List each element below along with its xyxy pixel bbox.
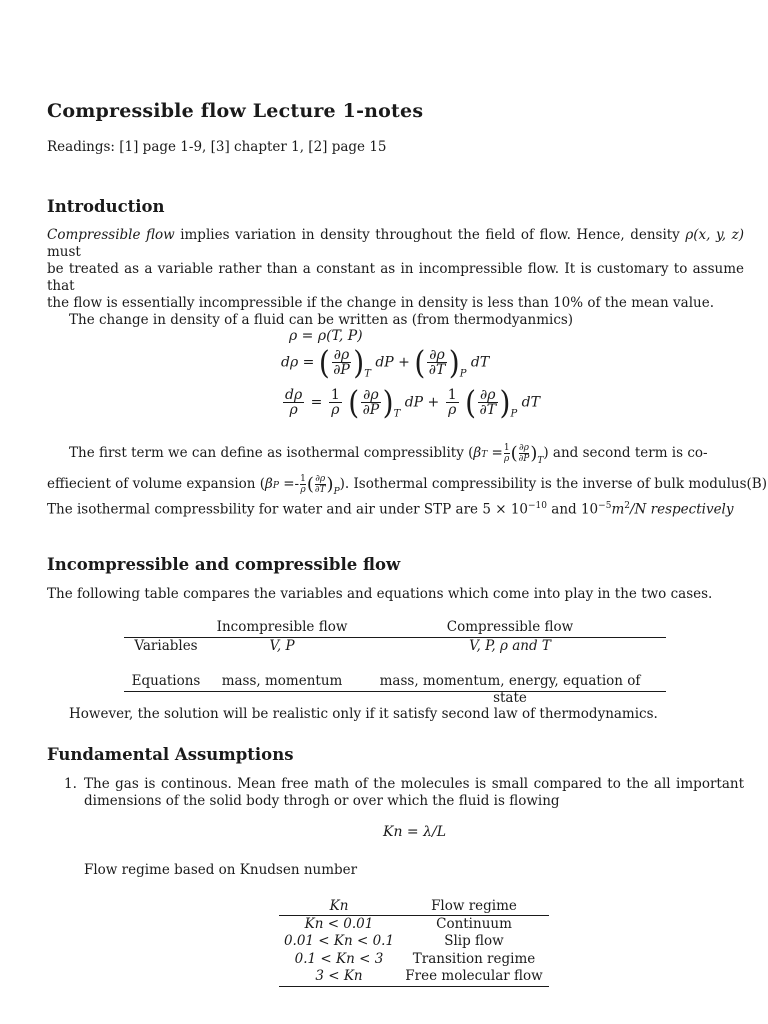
knudsen-equation: Kn = λ/L	[383, 824, 446, 840]
assumptions-heading: Fundamental Assumptions	[47, 745, 294, 764]
regime-row-1-kn: Kn < 0.01	[304, 916, 374, 932]
table-row-label-variables: Variables	[134, 638, 198, 654]
regime-row-3-flow: Transition regime	[412, 951, 536, 967]
intro-line-2: be treated as a variable rather than a constant as in incompressible flow. It is customary to assume that	[47, 261, 744, 294]
volume-expansion-text: effiecient of volume expansion (	[47, 476, 266, 492]
readings: Readings: [1] page 1-9, [3] chapter 1, [2] page 15	[47, 139, 387, 155]
incomp-note: However, the solution will be realistic only if it satisfy second law of thermodynamics.	[69, 706, 658, 722]
assumption-1-line-2: dimensions of the solid body throgh or over which the fluid is flowing	[84, 793, 560, 809]
intro-line-3: the flow is essentially incompressible if the change in density is less than 10% of the mean value.	[47, 295, 714, 311]
equation-differential: dρ = ( $\frac{\partial\rho}{\partial P}$ )$_T$ dP + ( $\frac{\partial\rho}{\partial T}$ )$_P$ dT	[281, 342, 490, 381]
regime-row-4-kn: 3 < Kn	[315, 968, 363, 984]
table-header-incompressible: Incompresible flow	[216, 619, 348, 635]
water-exponent: −10	[528, 501, 547, 511]
table-cell-incompressible-variables: V, P	[269, 638, 295, 654]
water-air-text: The isothermal compressbility for water and air under STP are 5 × 10	[47, 501, 528, 518]
intro-line-1	[47, 227, 744, 261]
and-text: and 10	[551, 501, 599, 518]
assumption-1-line-1: The gas is continous. Mean free math of the molecules is small compared to the all important	[84, 776, 744, 792]
incomp-heading: Incompressible and compressible flow	[47, 555, 401, 574]
incomp-intro: The following table compares the variables and equations which come into play in the two cases.	[47, 586, 713, 602]
regime-header-kn: Kn	[329, 898, 349, 914]
intro-line-4: The change in density of a fluid can be written as (from thermodyanmics)	[69, 312, 574, 328]
regime-row-4-flow: Free molecular flow	[405, 968, 543, 984]
table-cell-incompressible-equations: mass, momentum	[221, 673, 343, 689]
compressibility-values	[47, 498, 734, 519]
intro-line-1-end: must	[47, 244, 81, 260]
intro-line-1-text: implies variation in density throughout the field of flow. Hence, density	[180, 227, 680, 243]
table-cell-compressible-variables: V, P, ρ and T	[469, 638, 551, 654]
assumption-1-text	[84, 776, 744, 810]
density-symbol: ρ(x, y, z)	[685, 227, 744, 243]
regime-header-flow: Flow regime	[431, 898, 517, 914]
volume-expansion-tail: ). Isothermal compressibility is the inverse of bulk modulus(B)	[339, 476, 767, 492]
compressibility-line-1: The first term we can define as isothermal compressiblity (βT = $\frac{1}{\rho}$ ( $\frac{\partial\rho}{\partial P}$ )$_T$) and second term is co-	[69, 443, 708, 466]
intro-paragraph	[47, 227, 744, 329]
equation-relative: $\frac{d\rho}{\rho}$ = $\frac{1}{\rho}$ ( $\frac{\partial\rho}{\partial P}$ )$_T$ dP + $\frac{1}{\rho}$ ( $\frac{\partial\rho}{\partial T}$ )$_P$ dT	[285, 382, 540, 421]
units-tail: /N respectively	[629, 501, 734, 518]
intro-heading: Introduction	[47, 197, 165, 216]
air-exponent: −5	[598, 501, 612, 511]
table-row-label-equations: Equations	[131, 673, 201, 689]
table-header-compressible: Compressible flow	[446, 619, 574, 635]
units-m: m	[611, 501, 625, 518]
units-exponent: 2	[624, 501, 630, 511]
first-term-text: The first term we can define as isothermal compressiblity (	[69, 445, 474, 461]
page-title: Compressible flow Lecture 1-notes	[47, 100, 424, 122]
regime-table-rule-bottom	[279, 986, 549, 987]
emphasis-compressible-flow: Compressible flow	[47, 227, 175, 243]
regime-row-1-flow: Continuum	[436, 916, 512, 932]
regime-row-2-kn: 0.01 < Kn < 0.1	[283, 933, 395, 949]
first-term-tail: ) and second term is co-	[543, 445, 708, 461]
equation-density: ρ = ρ(T, P)	[289, 328, 363, 344]
compressibility-line-2: effiecient of volume expansion (βP =- $\frac{1}{\rho}$ ( $\frac{\partial\rho}{\partial T}$ )$_P$). Isothermal compressibility is the inverse of bulk modulus(B)	[47, 474, 767, 497]
assumption-1-number: 1.	[64, 776, 77, 792]
regime-intro: Flow regime based on Knudsen number	[84, 862, 358, 878]
regime-row-2-flow: Slip flow	[444, 933, 504, 949]
table-cell-compressible-equations: mass, momentum, energy, equation of state	[379, 673, 641, 706]
regime-row-3-kn: 0.1 < Kn < 3	[294, 951, 384, 967]
